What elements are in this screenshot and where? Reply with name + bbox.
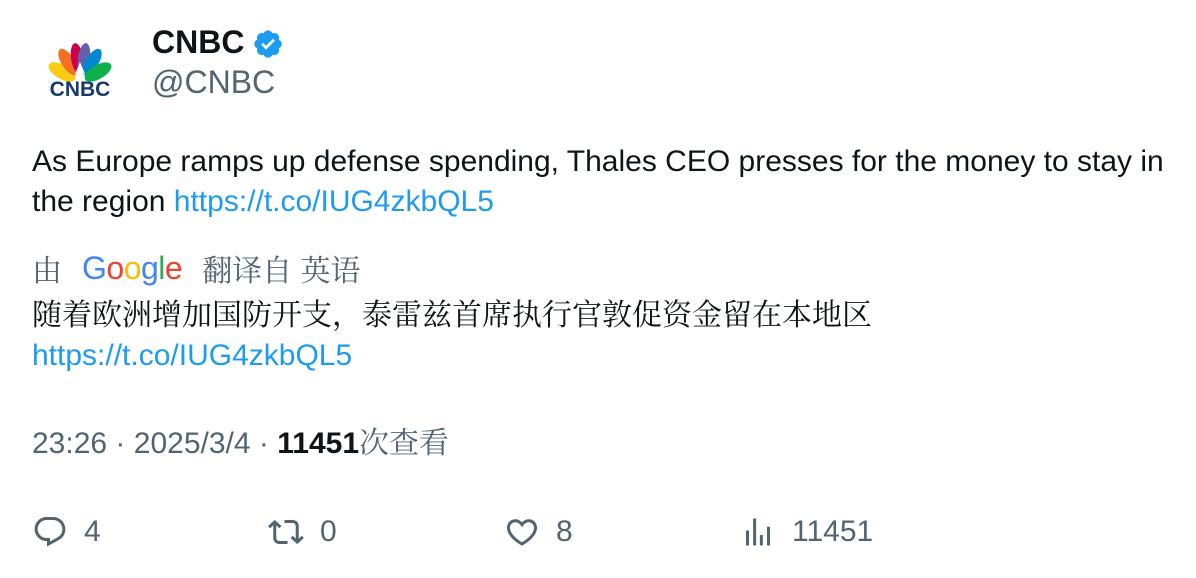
like-button[interactable] — [504, 508, 573, 556]
analytics-icon — [740, 514, 776, 550]
views-label: 次查看 — [359, 427, 450, 460]
author-display-name[interactable]: CNBC — [152, 24, 245, 60]
tweet-meta — [32, 424, 449, 464]
translation-prefix: 由 — [32, 255, 62, 288]
translation-attribution[interactable] — [32, 246, 361, 290]
retweet-count: 0 — [320, 515, 337, 548]
translated-body: 随着欧洲增加国防开支，泰雷兹首席执行官敦促资金留在本地区 — [32, 299, 872, 332]
retweet-icon — [268, 514, 304, 550]
meta-separator: · — [258, 427, 269, 460]
tweet-link[interactable]: https://t.co/IUG4zkbQL5 — [173, 185, 494, 218]
views-count: 11451 — [277, 427, 360, 460]
reply-icon — [32, 514, 68, 550]
tweet-time[interactable]: 23:26 — [32, 427, 108, 460]
meta-separator: · — [115, 427, 126, 460]
translated-text — [32, 296, 1168, 376]
avatar[interactable] — [32, 24, 128, 120]
reply-count: 4 — [84, 515, 101, 548]
reply-button[interactable] — [32, 508, 101, 556]
translation-suffix: 翻译自 英语 — [202, 255, 361, 288]
action-bar — [32, 508, 1168, 556]
translated-link[interactable]: https://t.co/IUG4zkbQL5 — [32, 339, 353, 372]
heart-icon — [504, 514, 540, 550]
views-action-count: 11451 — [792, 515, 874, 548]
svg-text:CNBC: CNBC — [49, 78, 111, 101]
author-handle[interactable]: @CNBC — [152, 64, 276, 100]
like-count: 8 — [556, 515, 573, 548]
cnbc-peacock-logo — [32, 24, 128, 120]
tweet-text — [32, 142, 1168, 222]
tweet-body: As Europe ramps up defense spending, Thales CEO presses for the money to stay in the region — [32, 145, 1164, 218]
retweet-button[interactable] — [268, 508, 337, 556]
google-logo: Google — [82, 249, 183, 286]
tweet-date[interactable]: 2025/3/4 — [133, 427, 251, 460]
verified-badge-icon[interactable] — [252, 28, 284, 60]
views-button[interactable] — [740, 508, 873, 556]
